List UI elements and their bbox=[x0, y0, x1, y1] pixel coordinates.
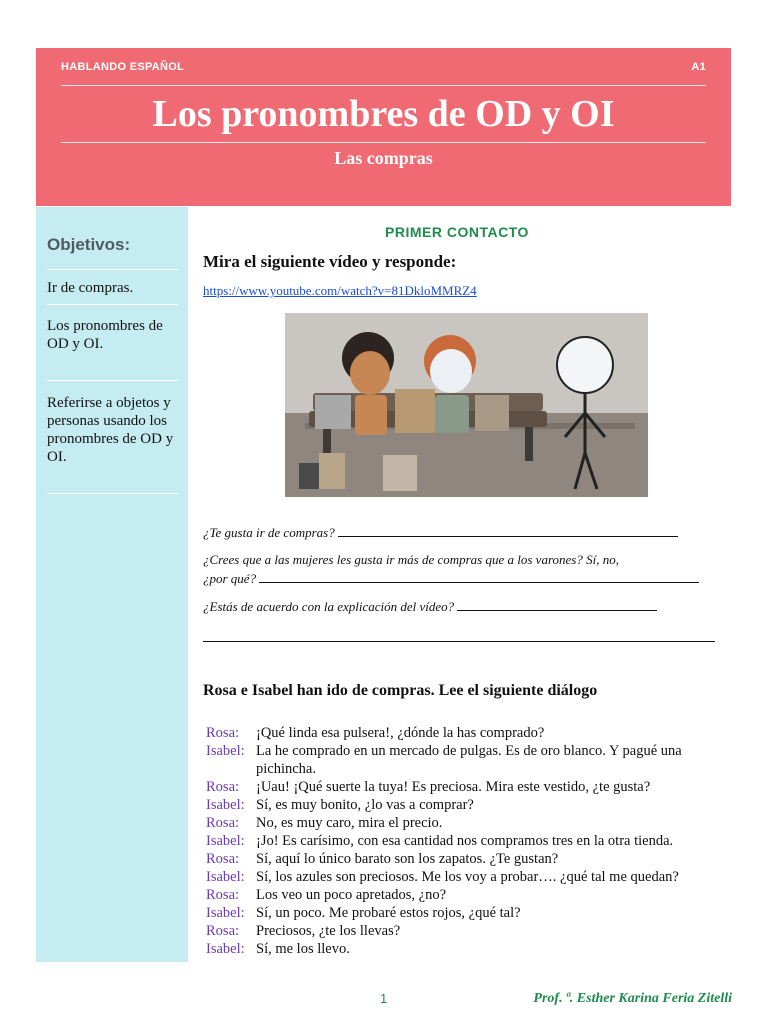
header-divider-bottom bbox=[61, 142, 706, 143]
speaker: Rosa: bbox=[206, 815, 240, 831]
header-divider-top bbox=[61, 85, 706, 86]
video-link[interactable]: https://www.youtube.com/watch?v=81DkloMMRZ4 bbox=[203, 283, 477, 298]
objectives-heading: Objetivos: bbox=[47, 235, 131, 254]
header-top-row bbox=[61, 61, 706, 83]
speaker: Rosa: bbox=[206, 887, 240, 903]
speaker: Rosa: bbox=[206, 779, 240, 795]
question-text: ¿por qué? bbox=[203, 571, 257, 586]
question-3 bbox=[203, 597, 657, 616]
line-text: ¡Qué linda esa pulsera!, ¿dónde la has comprado? bbox=[256, 725, 545, 741]
video-thumbnail[interactable] bbox=[285, 313, 648, 497]
speaker: Isabel: bbox=[206, 869, 245, 885]
line-text: Sí, un poco. Me probaré estos rojos, ¿qué tal? bbox=[256, 905, 521, 921]
question-text: ¿Crees que a las mujeres les gusta ir más de compras que a los varones? Sí, no, bbox=[203, 552, 619, 567]
line-text: Los veo un poco apretados, ¿no? bbox=[256, 887, 447, 903]
speaker: Isabel: bbox=[206, 941, 245, 957]
line-text: Sí, me los llevo. bbox=[256, 941, 350, 957]
sidebar-divider bbox=[47, 380, 178, 381]
dialogue-title: Rosa e Isabel han ido de compras. Lee el siguiente diálogo bbox=[203, 682, 598, 699]
line-text: Sí, es muy bonito, ¿lo vas a comprar? bbox=[256, 797, 474, 813]
line-text: ¡Uau! ¡Qué suerte la tuya! Es preciosa. Mira este vestido, ¿te gusta? bbox=[256, 779, 651, 795]
speaker: Isabel: bbox=[206, 797, 245, 813]
line-text: Sí, los azules son preciosos. Me los voy a probar…. ¿qué tal me quedan? bbox=[256, 869, 679, 885]
author-credit: Prof. ª. Esther Karina Feria Zitelli bbox=[533, 991, 732, 1006]
line-text: No, es muy caro, mira el precio. bbox=[256, 815, 443, 831]
objective-item: Ir de compras. bbox=[47, 280, 134, 296]
line-text: Sí, aquí lo único barato son los zapatos. ¿Te gustan? bbox=[256, 851, 559, 867]
speaker: Isabel: bbox=[206, 833, 245, 849]
page-subtitle: Las compras bbox=[334, 148, 433, 168]
question-2 bbox=[203, 551, 619, 569]
line-text: ¡Jo! Es carísimo, con esa cantidad nos compramos tres en la otra tienda. bbox=[256, 833, 674, 849]
speaker: Rosa: bbox=[206, 851, 240, 867]
line-text: Preciosos, ¿te los llevas? bbox=[256, 923, 401, 939]
answer-line[interactable] bbox=[203, 641, 715, 642]
objectives-sidebar bbox=[36, 207, 188, 962]
page-number: 1 bbox=[380, 991, 388, 1006]
question-1 bbox=[203, 523, 678, 542]
objective-item: Referirse a objetos y personas usando los pronombres de OD y OI. bbox=[47, 395, 174, 465]
sidebar-divider bbox=[47, 304, 178, 305]
video-prompt: Mira el siguiente vídeo y responde: bbox=[203, 252, 457, 271]
cartoon-illustration bbox=[285, 313, 648, 497]
answer-line[interactable] bbox=[259, 569, 699, 583]
line-text: pichincha. bbox=[256, 761, 316, 777]
objective-item: Los pronombres de OD y OI. bbox=[47, 318, 163, 352]
sidebar-divider bbox=[47, 269, 178, 270]
level-badge: A1 bbox=[691, 61, 706, 73]
page-title: Los pronombres de OD y OI bbox=[152, 93, 615, 135]
line-text: La he comprado en un mercado de pulgas. Es de oro blanco. Y pagué una bbox=[256, 743, 682, 759]
sidebar-divider bbox=[47, 493, 178, 494]
header-label: HABLANDO ESPAÑOL bbox=[61, 61, 185, 73]
answer-line[interactable] bbox=[338, 523, 678, 537]
section-title: PRIMER CONTACTO bbox=[385, 224, 529, 240]
question-2-cont bbox=[203, 569, 699, 588]
question-text: ¿Estás de acuerdo con la explicación del vídeo? bbox=[203, 599, 455, 614]
speaker: Isabel: bbox=[206, 743, 245, 759]
question-text: ¿Te gusta ir de compras? bbox=[203, 525, 335, 540]
speaker: Rosa: bbox=[206, 725, 240, 741]
header-banner bbox=[36, 48, 731, 206]
speaker: Rosa: bbox=[206, 923, 240, 939]
speaker: Isabel: bbox=[206, 905, 245, 921]
answer-line[interactable] bbox=[457, 597, 657, 611]
